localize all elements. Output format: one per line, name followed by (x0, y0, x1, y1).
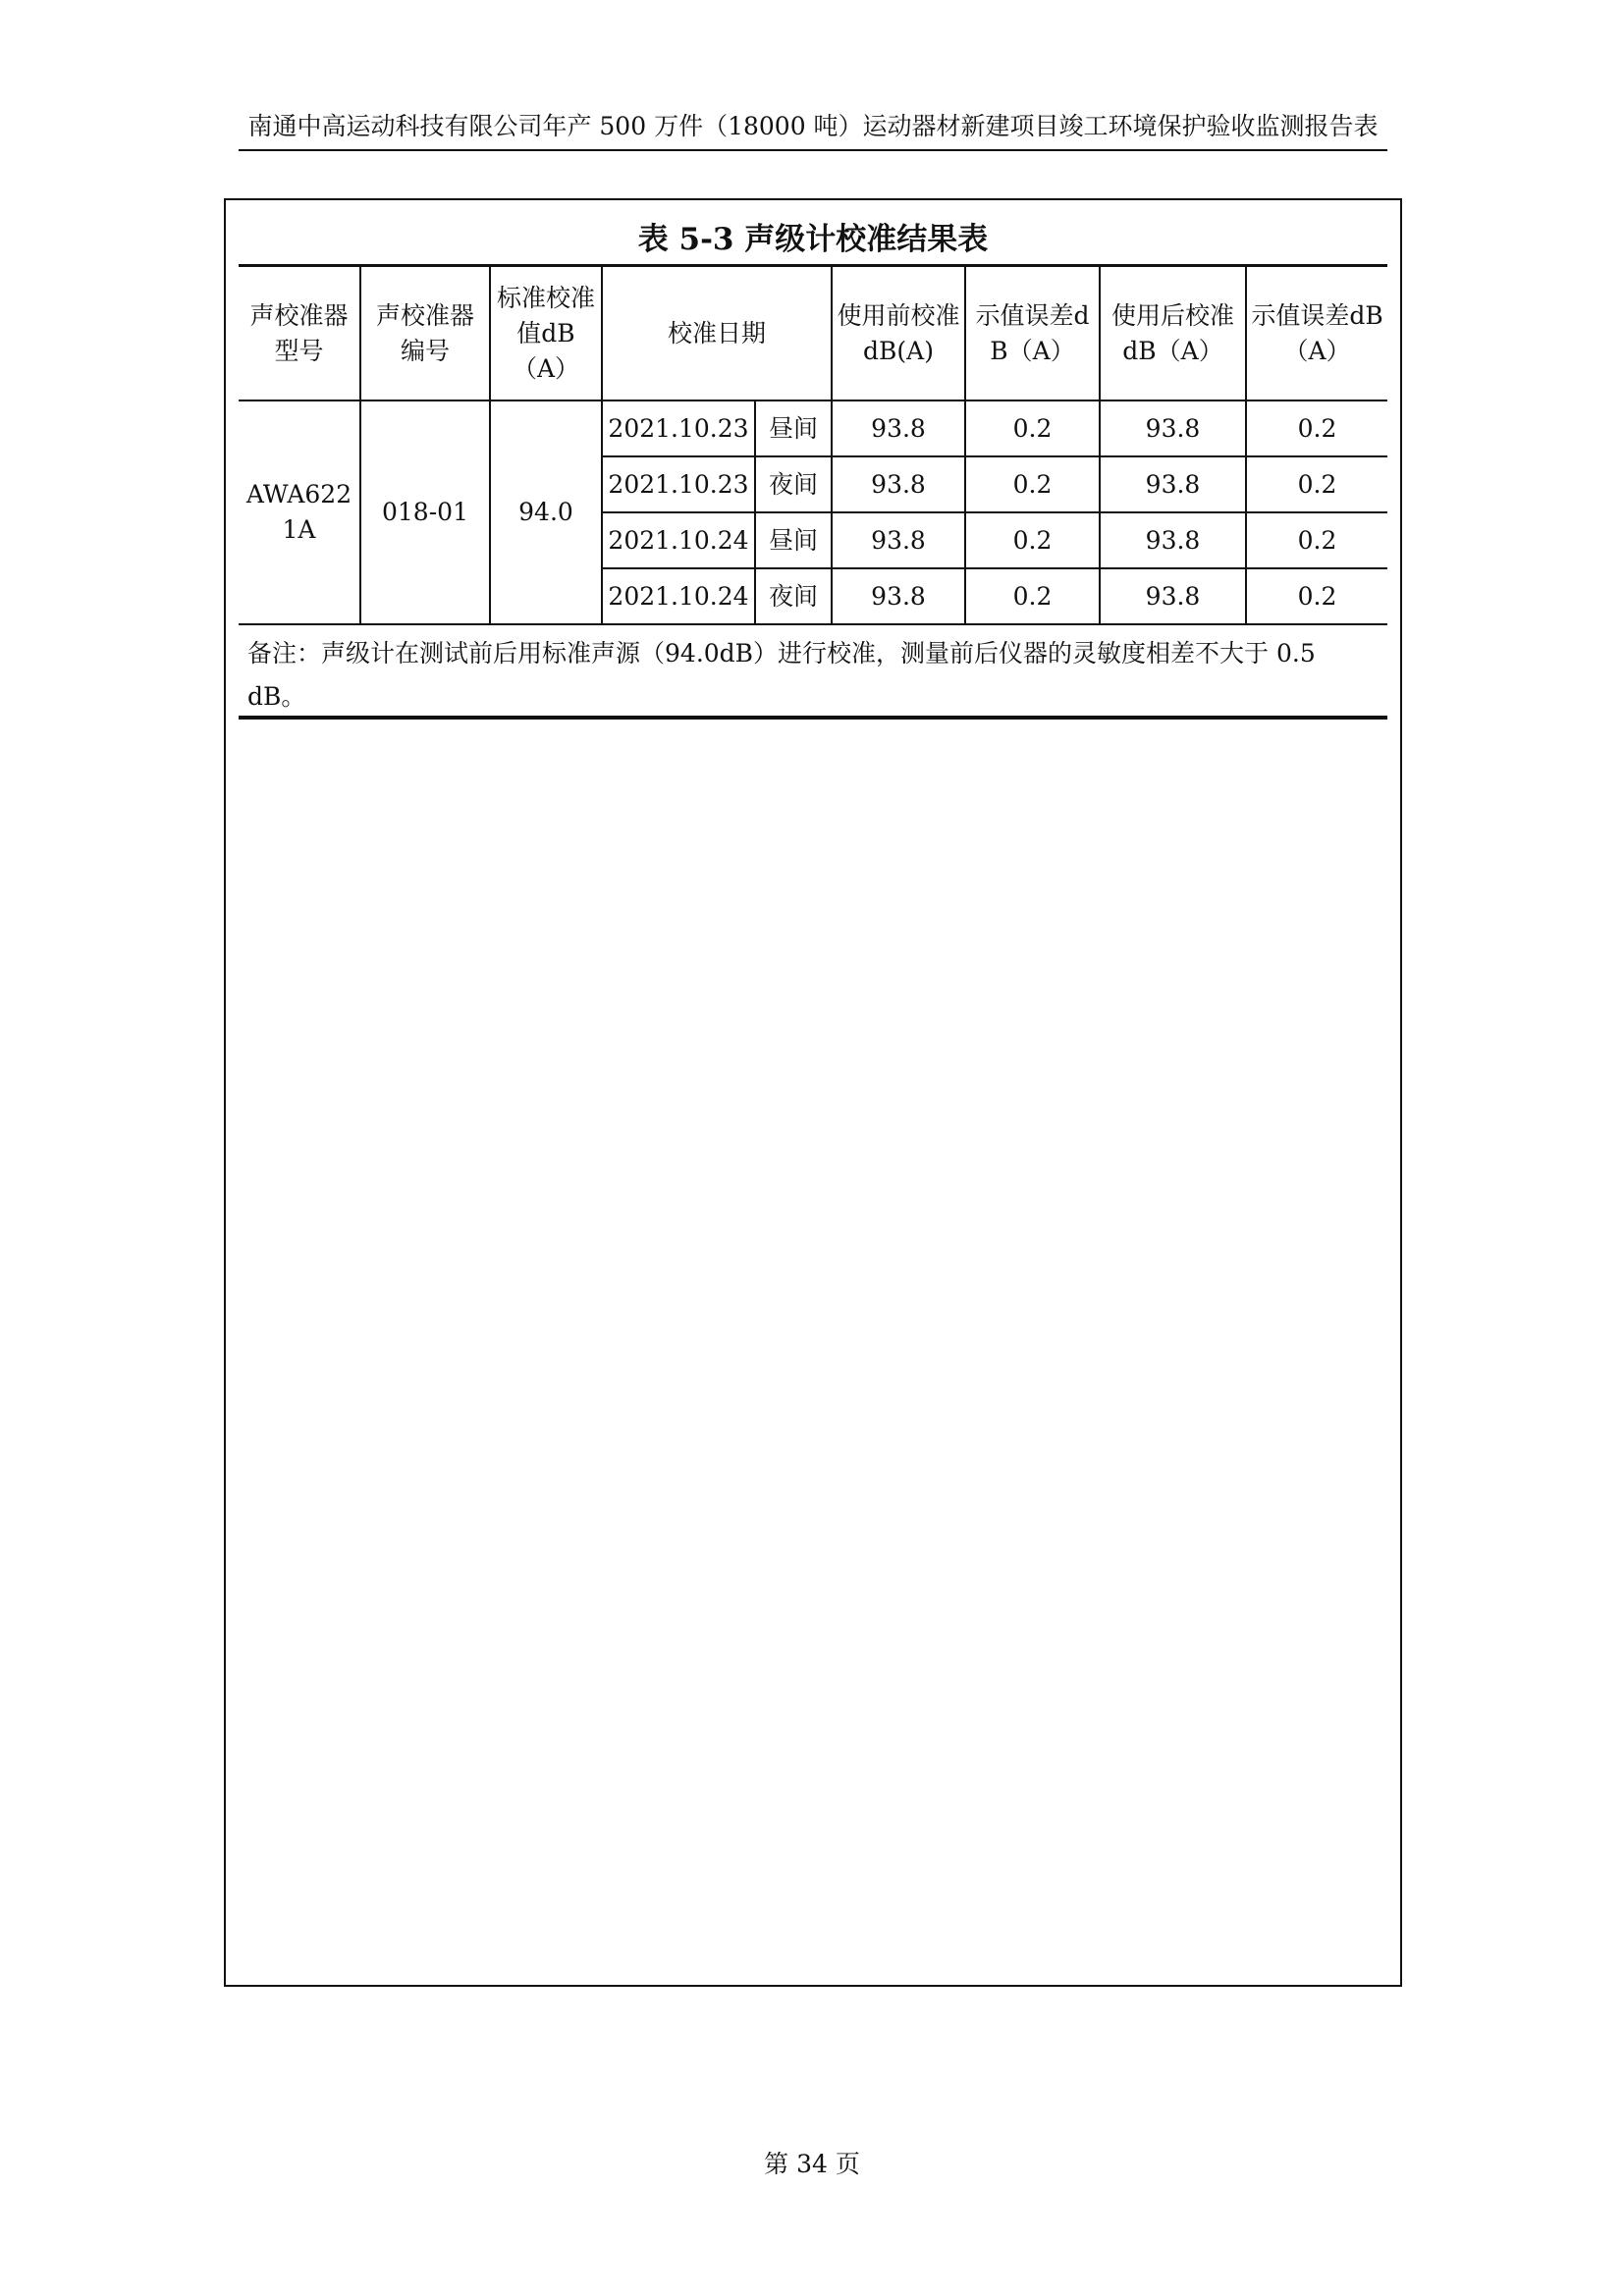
table-title: 表 5-3 声级计校准结果表 (637, 222, 989, 257)
col-before: 使用前校准 dB(A) (832, 267, 965, 400)
before-cell: 93.8 (832, 568, 965, 624)
date-cell: 2021.10.24 (602, 568, 755, 624)
before-cell: 93.8 (832, 400, 965, 456)
date-cell: 2021.10.23 (602, 456, 755, 512)
date-cell: 2021.10.23 (602, 400, 755, 456)
header-row (239, 267, 1387, 400)
error-before-cell: 0.2 (965, 400, 1100, 456)
after-cell: 93.8 (1100, 400, 1246, 456)
period-cell: 昼间 (755, 512, 832, 568)
col-error-after: 示值误差dB（A） (1246, 267, 1387, 400)
col-after: 使用后校准 dB（A） (1100, 267, 1246, 400)
error-after-cell: 0.2 (1246, 456, 1387, 512)
period-cell: 昼间 (755, 400, 832, 456)
calibration-table (239, 267, 1387, 625)
error-before-cell: 0.2 (965, 568, 1100, 624)
after-cell: 93.8 (1100, 456, 1246, 512)
period-cell: 夜间 (755, 568, 832, 624)
table-row (239, 400, 1387, 456)
after-cell: 93.8 (1100, 512, 1246, 568)
calibrator-model-cell: AWA6221A (239, 400, 360, 624)
after-cell: 93.8 (1100, 568, 1246, 624)
date-cell: 2021.10.24 (602, 512, 755, 568)
calibrator-serial-cell: 018-01 (360, 400, 490, 624)
col-calibration-date: 校准日期 (602, 267, 832, 400)
header-rule (239, 149, 1387, 151)
period-cell: 夜间 (755, 456, 832, 512)
table-note: 备注：声级计在测试前后用标准声源（94.0dB）进行校准，测量前后仪器的灵敏度相差不大于 0.5 dB。 (247, 639, 1316, 711)
error-after-cell: 0.2 (1246, 512, 1387, 568)
error-before-cell: 0.2 (965, 456, 1100, 512)
before-cell: 93.8 (832, 512, 965, 568)
col-calibrator-model: 声校准器型号 (239, 267, 360, 400)
error-after-cell: 0.2 (1246, 400, 1387, 456)
page-header: 南通中高运动科技有限公司年产 500 万件（18000 吨）运动器材新建项目竣工环境保护验收监测报告表 (247, 112, 1379, 140)
col-error-before: 示值误差dB（A） (965, 267, 1100, 400)
error-before-cell: 0.2 (965, 512, 1100, 568)
standard-value-cell: 94.0 (490, 400, 602, 624)
page-number: 第 34 页 (764, 2150, 860, 2178)
before-cell: 93.8 (832, 456, 965, 512)
error-after-cell: 0.2 (1246, 568, 1387, 624)
col-standard-value: 标准校准值dB（A） (490, 267, 602, 400)
col-calibrator-serial: 声校准器编号 (360, 267, 490, 400)
note-rule (239, 716, 1387, 720)
